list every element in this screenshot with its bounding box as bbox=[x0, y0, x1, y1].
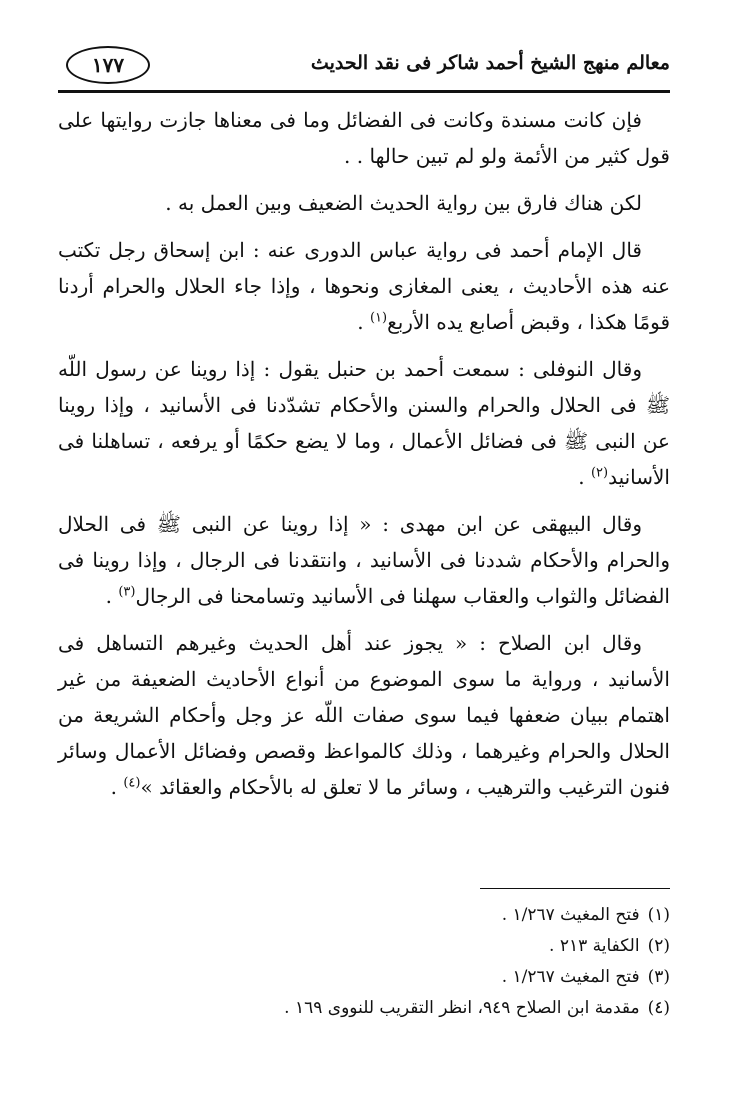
footnote-text: فتح المغيث ١/٢٦٧ . bbox=[501, 905, 640, 925]
paragraph-tail: . bbox=[110, 775, 124, 799]
paragraph-text: وقال البيهقى عن ابن مهدى : « إذا روينا عن النبى ﷺ فى الحلال والحرام والأحكام شددنا فى الأسانيد ، وانتقدنا فى الرجال ، وإذا روينا فى الفضائل والثواب والعقاب سهلنا فى الأسانيد وتسامحنا فى الرجال bbox=[58, 512, 670, 608]
footnotes bbox=[58, 900, 670, 1024]
footnote-marker[interactable]: (١) bbox=[369, 310, 388, 326]
footnote bbox=[58, 962, 670, 993]
running-title: معالم منهج الشيخ أحمد شاكر فى نقد الحديث bbox=[310, 52, 670, 74]
footnote-divider bbox=[480, 888, 670, 889]
paragraph-text: فإن كانت مسندة وكانت فى الفضائل وما فى معناها جازت روايتها على قول كثير من الأئمة ولو لم تبين حالها . . bbox=[58, 108, 670, 168]
page-header bbox=[58, 40, 670, 93]
paragraph-text: وقال ابن الصلاح : « يجوز عند أهل الحديث وغيرهم التساهل فى الأسانيد ، ورواية ما سوى الموضوع من أنواع الأحاديث الضعيفة من غير اهتمام ببيان ضعفها فيما سوى صفات اللّه عز وجل وأحكام الشريعة من الحلال والحرام وغيرهما ، وذلك كالمواعظ وقصص وفضائل الأعمال وسائر فنون الترغيب والترهيب ، وسائر ما لا تعلق له بالأحكام والعقائد » bbox=[58, 631, 670, 799]
paragraph-text: قال الإمام أحمد فى رواية عباس الدورى عنه : ابن إسحاق رجل تكتب عنه هذه الأحاديث ، يعنى المغازى ونحوها ، وإذا جاء الحلال والحرام أردنا قومًا هكذا ، وقبض أصابع يده الأربع bbox=[58, 238, 670, 334]
paragraph bbox=[58, 506, 670, 614]
page-number: ١٧٧ bbox=[66, 46, 150, 84]
paragraph-tail: . bbox=[357, 310, 370, 334]
footnote-number: (١) bbox=[647, 905, 670, 925]
footnote-text: فتح المغيث ١/٢٦٧ . bbox=[501, 967, 640, 987]
paragraph-tail: . bbox=[105, 584, 119, 608]
paragraph-text: وقال النوفلى : سمعت أحمد بن حنبل يقول : إذا روينا عن رسول اللّه ﷺ فى الحلال والحرام والسنن والأحكام تشدّدنا فى الأسانيد ، وإذا روينا عن النبى ﷺ فى فضائل الأعمال ، وما لا يضع حكمًا أو يرفعه ، تساهلنا فى الأسانيد bbox=[58, 357, 670, 489]
paragraph bbox=[58, 102, 670, 174]
footnote-text: مقدمة ابن الصلاح ٩٤٩، انظر التقريب للنووى ١٦٩ . bbox=[284, 998, 640, 1018]
paragraph-tail: . bbox=[578, 465, 591, 489]
footnote-text: الكفاية ٢١٣ . bbox=[549, 936, 640, 956]
paragraph bbox=[58, 185, 670, 221]
footnote-marker[interactable]: (٤) bbox=[123, 775, 141, 791]
paragraph bbox=[58, 232, 670, 340]
paragraph-text: لكن هناك فارق بين رواية الحديث الضعيف وبين العمل به . bbox=[165, 191, 642, 215]
footnote bbox=[58, 993, 670, 1024]
body-text bbox=[58, 102, 670, 816]
footnote-marker[interactable]: (٢) bbox=[590, 465, 609, 481]
footnote-marker[interactable]: (٣) bbox=[118, 584, 136, 600]
footnote-number: (٢) bbox=[647, 936, 670, 956]
footnote-number: (٣) bbox=[647, 967, 670, 987]
paragraph bbox=[58, 351, 670, 495]
paragraph bbox=[58, 625, 670, 805]
book-page bbox=[58, 40, 670, 1080]
footnote bbox=[58, 900, 670, 931]
footnote bbox=[58, 931, 670, 962]
footnote-number: (٤) bbox=[647, 998, 670, 1018]
